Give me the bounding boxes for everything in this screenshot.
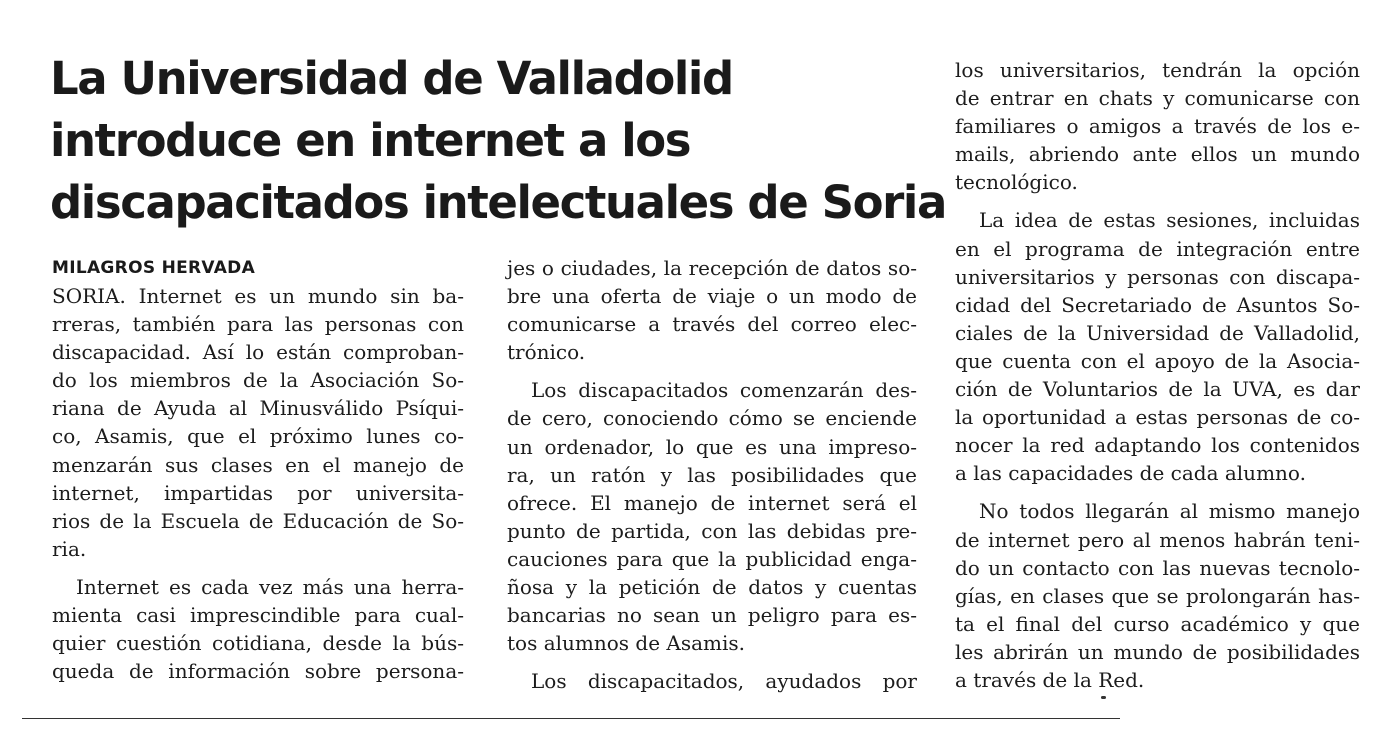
text-line: mienta casi imprescindible para cual- bbox=[52, 603, 464, 628]
text-line: tos alumnos de Asamis. bbox=[507, 631, 746, 656]
text-line: do los miembros de la Asociación So- bbox=[52, 368, 464, 393]
text-line: mails, abriendo ante ellos un mundo bbox=[955, 142, 1360, 167]
text-line: de entrar en chats y comunicarse con bbox=[955, 86, 1360, 111]
text-line: un ordenador, lo que es una impreso- bbox=[507, 434, 917, 459]
text-line: riana de Ayuda al Minusválido Psíqui- bbox=[52, 396, 464, 421]
text-line: punto de partida, con las debidas pre- bbox=[507, 518, 917, 543]
text-line: do un contacto con las nuevas tecnolo- bbox=[955, 555, 1360, 580]
text-line: discapacidad. Así lo están comproban- bbox=[52, 340, 464, 365]
text-line: co, Asamis, que el próximo lunes co- bbox=[52, 424, 464, 449]
text-line: Los discapacitados comenzarán des- bbox=[531, 378, 917, 403]
text-line: ofrece. El manejo de internet será el bbox=[507, 490, 917, 515]
text-line: La idea de estas sesiones, incluidas bbox=[979, 208, 1360, 233]
text-line: internet, impartidas por universita- bbox=[52, 480, 464, 505]
text-line: menzarán sus clases en el manejo de bbox=[52, 452, 464, 477]
headline-line: introduce en internet a los bbox=[50, 114, 691, 167]
text-line: Los discapacitados, ayudados por bbox=[531, 669, 917, 694]
column-3 bbox=[955, 56, 1360, 694]
column-1 bbox=[52, 254, 464, 685]
text-line: universitarios y personas con discapa- bbox=[955, 264, 1360, 289]
text-line: No todos llegarán al mismo manejo bbox=[979, 499, 1360, 524]
text-line: ria. bbox=[52, 536, 87, 561]
headline-line: discapacitados intelectuales de Soria bbox=[50, 176, 946, 229]
text-line: ra, un ratón y las posibilidades que bbox=[507, 462, 917, 487]
print-speck bbox=[1101, 696, 1106, 699]
text-line: les abrirán un mundo de posibilidades bbox=[955, 639, 1360, 664]
bottom-rule bbox=[22, 718, 1120, 719]
text-line: bre una oferta de viaje o un modo de bbox=[507, 284, 917, 309]
text-line: SORIA. Internet es un mundo sin ba- bbox=[52, 284, 464, 308]
text-line: de internet pero al menos habrán teni- bbox=[955, 527, 1360, 552]
text-line: a través de la Red. bbox=[955, 667, 1145, 692]
text-line: a las capacidades de cada alumno. bbox=[955, 461, 1306, 486]
text-line: queda de información sobre persona- bbox=[52, 659, 464, 684]
text-line: familiares o amigos a través de los e- bbox=[955, 114, 1360, 139]
text-line: Internet es cada vez más una herra- bbox=[76, 574, 464, 599]
text-line: rreras, también para las personas con bbox=[52, 312, 464, 337]
text-line: rios de la Escuela de Educación de So- bbox=[52, 508, 464, 533]
text-line: cauciones para que la publicidad enga- bbox=[507, 546, 917, 571]
text-line: tecnológico. bbox=[955, 170, 1078, 195]
text-line: cidad del Secretariado de Asuntos So- bbox=[955, 292, 1360, 317]
text-line: quier cuestión cotidiana, desde la bús- bbox=[52, 631, 464, 656]
column-2 bbox=[507, 254, 917, 695]
text-line: comunicarse a través del correo elec- bbox=[507, 312, 917, 337]
text-line: ta el final del curso académico y que bbox=[955, 611, 1360, 636]
byline: MILAGROS HERVADA bbox=[52, 258, 256, 278]
text-line: ciales de la Universidad de Valladolid, bbox=[955, 320, 1360, 345]
text-line: trónico. bbox=[507, 340, 586, 365]
text-line: de cero, conociendo cómo se enciende bbox=[507, 406, 917, 431]
text-line: bancarias no sean un peligro para es- bbox=[507, 603, 917, 628]
text-line: la oportunidad a estas personas de co- bbox=[955, 405, 1360, 430]
text-line: jes o ciudades, la recepción de datos so- bbox=[507, 256, 917, 280]
text-line: que cuenta con el apoyo de la Asocia- bbox=[955, 348, 1360, 373]
text-line: en el programa de integración entre bbox=[955, 236, 1360, 261]
headline-line: La Universidad de Valladolid bbox=[50, 52, 733, 105]
headline bbox=[50, 48, 946, 234]
text-line: los universitarios, tendrán la opción bbox=[955, 58, 1360, 82]
text-line: ñosa y la petición de datos y cuentas bbox=[507, 575, 917, 600]
text-line: nocer la red adaptando los contenidos bbox=[955, 433, 1360, 458]
text-line: ción de Voluntarios de la UVA, es dar bbox=[955, 377, 1360, 402]
text-line: gías, en clases que se prolongarán has- bbox=[955, 583, 1360, 608]
